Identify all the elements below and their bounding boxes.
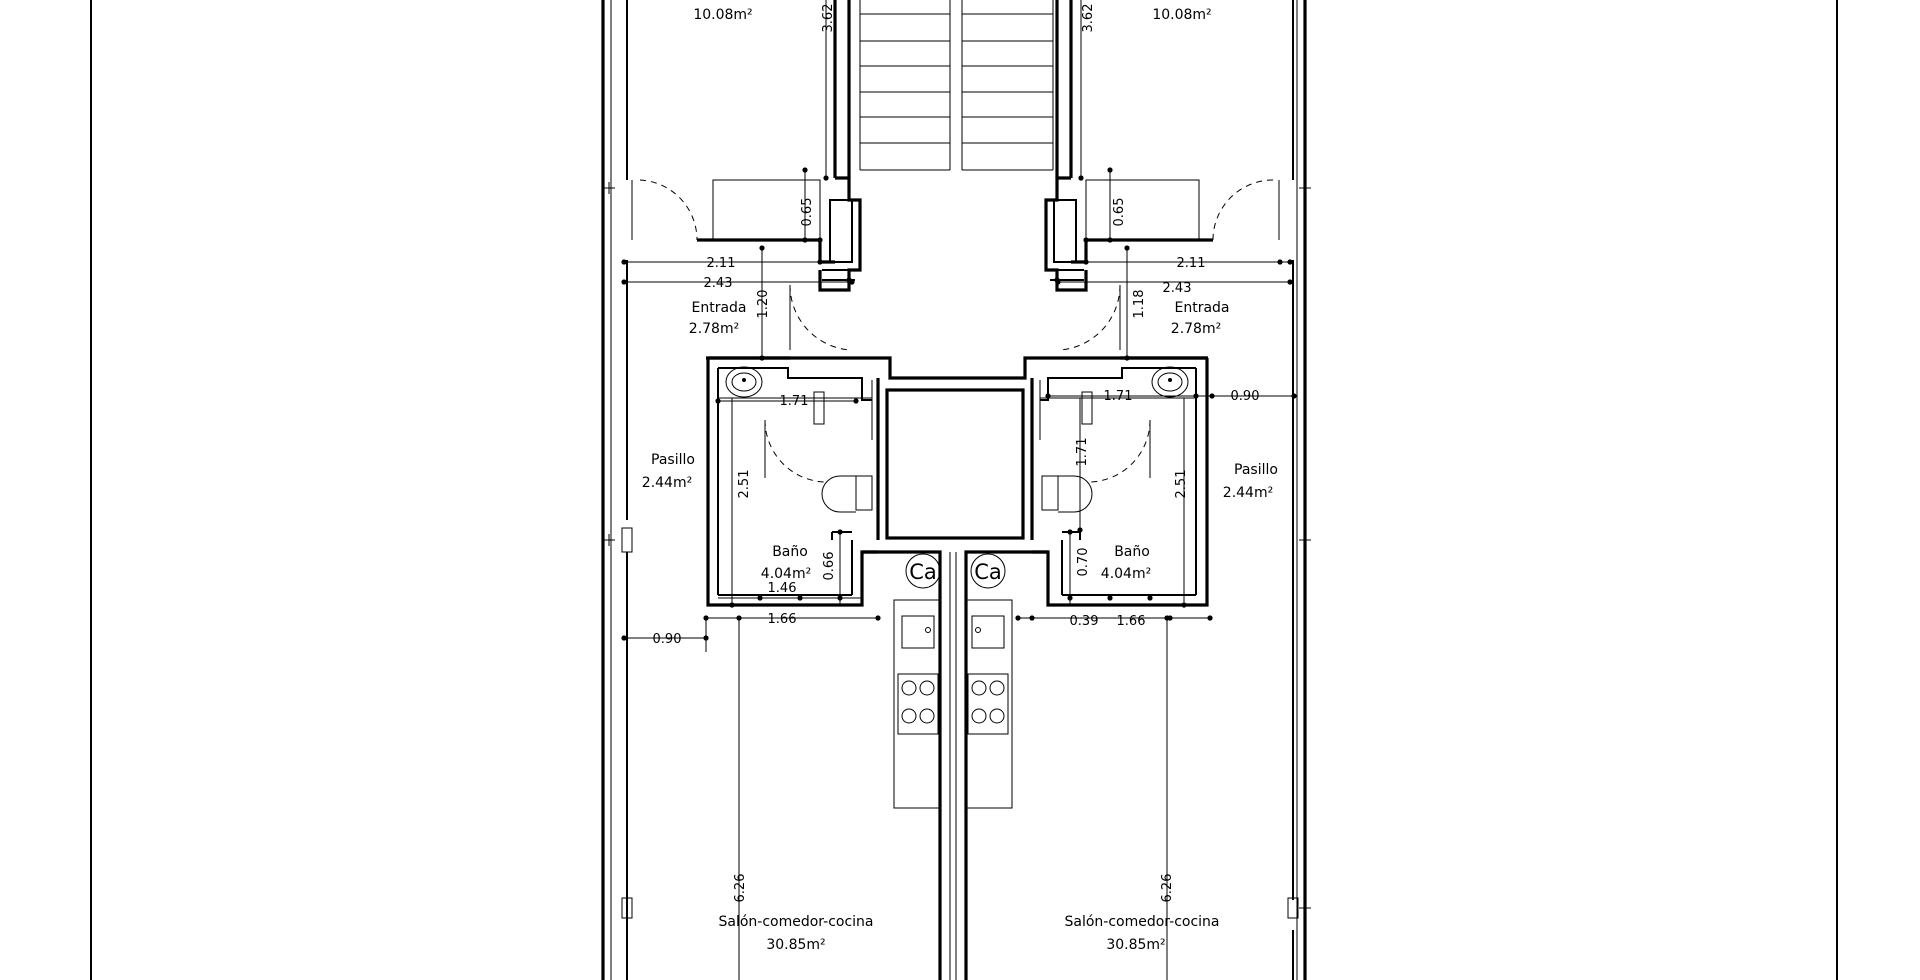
stairwell: [820, 0, 1086, 290]
entrada-left-area: 2.78m²: [688, 321, 740, 337]
dim-251-right: 2.51: [1174, 469, 1189, 499]
dim-171-right: 1.71: [1103, 389, 1133, 404]
salon-left-area: 30.85m²: [766, 937, 826, 953]
kitchen-party-wall: [862, 552, 1048, 980]
bano-right-area: 4.04m²: [1100, 566, 1152, 582]
entrada-right-area: 2.78m²: [1170, 321, 1222, 337]
pasillo-left-name: Pasillo: [651, 452, 695, 468]
dim-146-left: 1.46: [767, 581, 797, 596]
bano-left-name: Baño: [772, 544, 808, 560]
dim-211-right: 2.11: [1176, 256, 1206, 271]
dorm-right-area: 10.08m²: [1152, 7, 1212, 23]
pasillo-left-area: 2.44m²: [641, 475, 693, 491]
dim-039-right: 0.39: [1069, 614, 1099, 629]
dim-066-left: 0.66: [822, 551, 837, 581]
dim-211-left: 2.11: [706, 256, 736, 271]
salon-right-area: 30.85m²: [1106, 937, 1166, 953]
dim-166-right: 1.66: [1116, 614, 1146, 629]
pasillo-right-name: Pasillo: [1234, 462, 1278, 478]
boiler-right-label: Ca: [974, 560, 1002, 584]
entrada-right-name: Entrada: [1174, 300, 1230, 316]
entrada-left-name: Entrada: [691, 300, 747, 316]
dim-243-left: 2.43: [703, 276, 733, 291]
dim-171-vertical-right: 1.71: [1075, 437, 1090, 467]
central-shaft: [706, 358, 1208, 540]
dim-171-left: 1.71: [779, 394, 809, 409]
dim-251-left: 2.51: [737, 469, 752, 499]
dim-243-right: 2.43: [1162, 281, 1192, 296]
dim-090-left: 0.90: [652, 632, 682, 647]
dim-065-left: 0.65: [800, 197, 815, 227]
dim-362-left: 3.62: [821, 3, 836, 33]
dim-626-left: 6.26: [733, 873, 748, 903]
salon-left-name: Salón-comedor-cocina: [718, 914, 874, 930]
dim-118-right: 1.18: [1132, 289, 1147, 319]
dim-362-right: 3.62: [1081, 3, 1096, 33]
dim-070-right: 0.70: [1076, 547, 1091, 577]
boiler-left-label: Ca: [909, 560, 937, 584]
dim-120-left: 1.20: [756, 289, 771, 319]
salon-right-name: Salón-comedor-cocina: [1064, 914, 1220, 930]
bano-left-area: 4.04m²: [760, 566, 812, 582]
dim-065-right: 0.65: [1112, 197, 1127, 227]
dim-090-right: 0.90: [1230, 389, 1260, 404]
dim-166-left: 1.66: [767, 612, 797, 627]
dim-626-right: 6.26: [1160, 873, 1175, 903]
bano-right-name: Baño: [1114, 544, 1150, 560]
pasillo-right-area: 2.44m²: [1222, 485, 1274, 501]
dorm-left-area: 10.08m²: [693, 7, 753, 23]
sheet-border: [91, 0, 1837, 980]
